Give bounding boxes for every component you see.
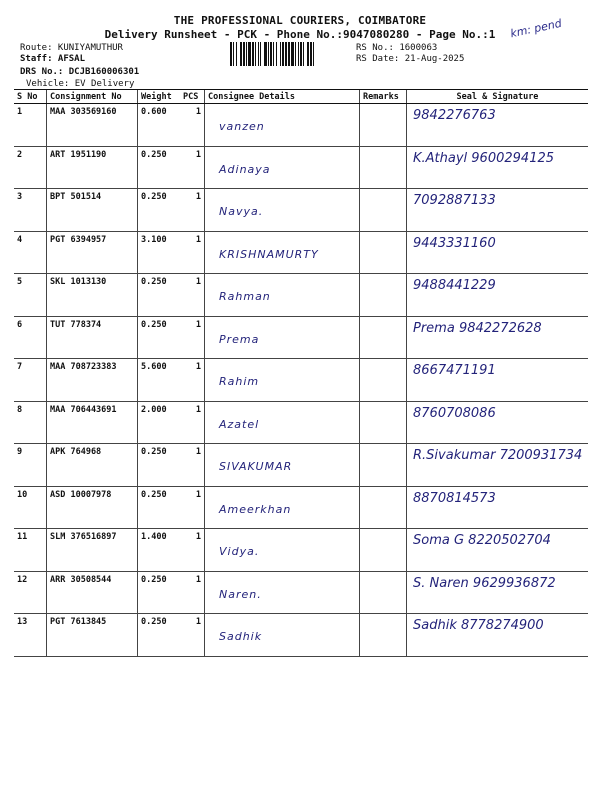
consignee-name: SIVAKUMAR bbox=[219, 460, 293, 473]
cell-consignment-no: MAA 708723383 bbox=[47, 359, 138, 402]
cell-sno: 9 bbox=[14, 444, 47, 487]
cell-sno: 5 bbox=[14, 274, 47, 317]
cell-sno: 1 bbox=[14, 104, 47, 147]
cell-weight: 0.600 bbox=[138, 104, 181, 147]
cell-pcs: 1 bbox=[180, 316, 205, 359]
cell-sno: 8 bbox=[14, 401, 47, 444]
col-header-consignment: Consignment No bbox=[47, 90, 138, 104]
cell-pcs: 1 bbox=[180, 571, 205, 614]
consignee-name: Naren. bbox=[219, 587, 262, 601]
cell-pcs: 1 bbox=[180, 146, 205, 189]
cell-sno: 4 bbox=[14, 231, 47, 274]
cell-consignment-no: SLM 376516897 bbox=[47, 529, 138, 572]
cell-remarks bbox=[360, 146, 407, 189]
staff-label: Staff: AFSAL bbox=[20, 54, 86, 64]
cell-consignee bbox=[205, 571, 360, 614]
signature-text: R.Sivakumar 7200931734 bbox=[413, 448, 583, 463]
signature-text: 8667471191 bbox=[413, 363, 496, 378]
cell-consignment-no: PGT 7613845 bbox=[47, 614, 138, 657]
consignee-name: vanzen bbox=[219, 120, 265, 133]
cell-weight: 0.250 bbox=[138, 189, 181, 232]
signature-text: S. Naren 9629936872 bbox=[413, 575, 556, 591]
cell-consignment-no: SKL 1013130 bbox=[47, 274, 138, 317]
cell-signature bbox=[407, 486, 589, 529]
cell-weight: 0.250 bbox=[138, 444, 181, 487]
cell-signature bbox=[407, 146, 589, 189]
cell-consignment-no: PGT 6394957 bbox=[47, 231, 138, 274]
cell-sno: 7 bbox=[14, 359, 47, 402]
col-header-signature: Seal & Signature bbox=[407, 90, 589, 104]
table-row bbox=[14, 401, 588, 444]
cell-weight: 0.250 bbox=[138, 146, 181, 189]
cell-consignee bbox=[205, 529, 360, 572]
table-row bbox=[14, 146, 588, 189]
signature-text: Prema 9842272628 bbox=[413, 320, 542, 336]
signature-text: 9443331160 bbox=[413, 235, 496, 251]
table-row bbox=[14, 486, 588, 529]
drs-label: DRS No.: DCJB160006301 bbox=[20, 67, 140, 77]
cell-sno: 10 bbox=[14, 486, 47, 529]
cell-consignee bbox=[205, 359, 360, 402]
cell-weight: 0.250 bbox=[138, 316, 181, 359]
table-row bbox=[14, 104, 588, 147]
cell-pcs: 1 bbox=[180, 189, 205, 232]
cell-consignee bbox=[205, 146, 360, 189]
col-header-weight: Weight bbox=[138, 90, 181, 104]
table-row bbox=[14, 189, 588, 232]
cell-pcs: 1 bbox=[180, 614, 205, 657]
signature-text: Soma G 8220502704 bbox=[413, 533, 551, 548]
runsheet-title: THE PROFESSIONAL COURIERS, COIMBATORE bbox=[173, 14, 427, 27]
barcode bbox=[230, 42, 352, 66]
cell-consignment-no: MAA 303569160 bbox=[47, 104, 138, 147]
cell-pcs: 1 bbox=[180, 359, 205, 402]
signature-text: 9488441229 bbox=[413, 278, 496, 293]
cell-sno: 13 bbox=[14, 614, 47, 657]
cell-consignment-no: ARR 30508544 bbox=[47, 571, 138, 614]
cell-weight: 0.250 bbox=[138, 274, 181, 317]
table-row bbox=[14, 529, 588, 572]
cell-remarks bbox=[360, 486, 407, 529]
cell-sno: 2 bbox=[14, 146, 47, 189]
cell-consignee bbox=[205, 316, 360, 359]
signature-text: 8870814573 bbox=[413, 490, 496, 506]
signature-text: Sadhik 8778274900 bbox=[413, 618, 544, 633]
table-row bbox=[14, 571, 588, 614]
cell-signature bbox=[407, 401, 589, 444]
cell-signature bbox=[407, 104, 589, 147]
cell-weight: 2.000 bbox=[138, 401, 181, 444]
cell-signature bbox=[407, 316, 589, 359]
cell-weight: 0.250 bbox=[138, 571, 181, 614]
signature-text: K.Athayl 9600294125 bbox=[413, 150, 555, 166]
consignee-name: Rahim bbox=[219, 375, 260, 388]
cell-remarks bbox=[360, 104, 407, 147]
cell-signature bbox=[407, 614, 589, 657]
cell-consignee bbox=[205, 401, 360, 444]
signature-text: 9842276763 bbox=[413, 108, 496, 123]
consignee-name: Sadhik bbox=[219, 630, 263, 643]
cell-consignee bbox=[205, 614, 360, 657]
col-header-remarks: Remarks bbox=[360, 90, 407, 104]
cell-signature bbox=[407, 444, 589, 487]
table-row bbox=[14, 274, 588, 317]
cell-remarks bbox=[360, 614, 407, 657]
cell-consignment-no: ART 1951190 bbox=[47, 146, 138, 189]
cell-sno: 11 bbox=[14, 529, 47, 572]
cell-signature bbox=[407, 571, 589, 614]
cell-pcs: 1 bbox=[180, 231, 205, 274]
cell-consignee bbox=[205, 274, 360, 317]
cell-consignee bbox=[205, 189, 360, 232]
table-row bbox=[14, 359, 588, 402]
cell-consignment-no: ASD 10007978 bbox=[47, 486, 138, 529]
consignee-name: Rahman bbox=[219, 290, 271, 303]
cell-remarks bbox=[360, 274, 407, 317]
consignee-name: Vidya. bbox=[219, 545, 260, 558]
runsheet-table bbox=[14, 89, 588, 657]
cell-sno: 12 bbox=[14, 571, 47, 614]
rs-date-label: RS Date: 21-Aug-2025 bbox=[356, 54, 465, 64]
cell-consignment-no: APK 764968 bbox=[47, 444, 138, 487]
consignee-name: Prema bbox=[219, 332, 260, 346]
col-header-sno: S No bbox=[14, 90, 47, 104]
consignee-name: Ameerkhan bbox=[219, 502, 292, 516]
cell-remarks bbox=[360, 359, 407, 402]
cell-remarks bbox=[360, 231, 407, 274]
table-row bbox=[14, 231, 588, 274]
cell-sno: 6 bbox=[14, 316, 47, 359]
table-row bbox=[14, 444, 588, 487]
consignee-name: Azatel bbox=[219, 417, 260, 431]
consignee-name: Navya. bbox=[219, 205, 264, 218]
cell-signature bbox=[407, 189, 589, 232]
cell-weight: 5.600 bbox=[138, 359, 181, 402]
cell-pcs: 1 bbox=[180, 274, 205, 317]
signature-text: 8760708086 bbox=[413, 405, 496, 421]
vehicle-label: Vehicle: EV Delivery bbox=[26, 79, 135, 89]
cell-consignee bbox=[205, 444, 360, 487]
rs-no-label: RS No.: 1600063 bbox=[356, 43, 438, 53]
cell-consignee bbox=[205, 231, 360, 274]
table-row bbox=[14, 316, 588, 359]
runsheet-subtitle: Delivery Runsheet - PCK - Phone No.:9047080280 - Page No.:1 bbox=[104, 28, 496, 41]
signature-text: 7092887133 bbox=[413, 193, 496, 208]
col-header-pcs: PCS bbox=[180, 90, 205, 104]
consignee-name: KRISHNAMURTY bbox=[219, 247, 319, 261]
handwritten-note: km: pend bbox=[509, 16, 563, 41]
table-row bbox=[14, 614, 588, 657]
cell-remarks bbox=[360, 316, 407, 359]
barcode-bar bbox=[313, 42, 314, 66]
col-header-consignee: Consignee Details bbox=[205, 90, 360, 104]
cell-signature bbox=[407, 359, 589, 402]
cell-remarks bbox=[360, 189, 407, 232]
cell-consignment-no: BPT 501514 bbox=[47, 189, 138, 232]
cell-weight: 3.100 bbox=[138, 231, 181, 274]
cell-consignee bbox=[205, 486, 360, 529]
cell-consignee bbox=[205, 104, 360, 147]
cell-consignment-no: TUT 778374 bbox=[47, 316, 138, 359]
consignee-name: Adinaya bbox=[219, 162, 271, 176]
cell-pcs: 1 bbox=[180, 486, 205, 529]
cell-pcs: 1 bbox=[180, 444, 205, 487]
cell-remarks bbox=[360, 529, 407, 572]
cell-pcs: 1 bbox=[180, 529, 205, 572]
cell-weight: 0.250 bbox=[138, 486, 181, 529]
cell-remarks bbox=[360, 401, 407, 444]
route-label: Route: KUNIYAMUTHUR bbox=[20, 43, 123, 53]
cell-weight: 0.250 bbox=[138, 614, 181, 657]
cell-weight: 1.400 bbox=[138, 529, 181, 572]
cell-pcs: 1 bbox=[180, 401, 205, 444]
cell-consignment-no: MAA 706443691 bbox=[47, 401, 138, 444]
cell-remarks bbox=[360, 444, 407, 487]
cell-signature bbox=[407, 231, 589, 274]
cell-signature bbox=[407, 274, 589, 317]
cell-remarks bbox=[360, 571, 407, 614]
cell-pcs: 1 bbox=[180, 104, 205, 147]
cell-sno: 3 bbox=[14, 189, 47, 232]
cell-signature bbox=[407, 529, 589, 572]
